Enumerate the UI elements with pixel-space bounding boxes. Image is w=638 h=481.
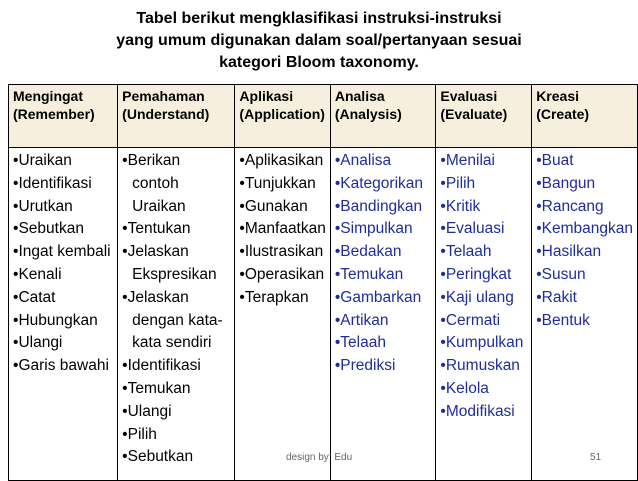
- cell-evaluate: [436, 148, 532, 481]
- list-item: • Kenali: [13, 264, 113, 287]
- cell-create: [532, 148, 638, 481]
- list-item: • Prediksi: [335, 355, 432, 378]
- title-line-1: Tabel berikut mengklasifikasi instruksi-instruksi: [136, 10, 502, 27]
- list-item: • Kaji ulang: [440, 287, 527, 310]
- list-understand: [122, 150, 230, 469]
- list-item: • Kumpulkan: [440, 332, 527, 355]
- slide-title: [0, 8, 638, 74]
- list-item: • Rakit: [536, 287, 633, 310]
- cell-remember: [9, 148, 118, 481]
- header-application: Aplikasi (Application): [235, 85, 330, 148]
- list-item: • Berikan contoh Uraikan: [122, 150, 230, 218]
- list-item: • Identifikasi: [122, 355, 230, 378]
- list-item: • Kategorikan: [335, 173, 432, 196]
- header-understand: Pemahaman (Understand): [118, 85, 235, 148]
- list-item: • Gambarkan: [335, 287, 432, 310]
- bloom-taxonomy-table: [8, 84, 638, 481]
- list-item: • Kelola: [440, 378, 527, 401]
- list-item: • Modifikasi: [440, 401, 527, 424]
- title-line-3: kategori Bloom taxonomy.: [219, 54, 419, 71]
- list-item: • Rumuskan: [440, 355, 527, 378]
- list-item: • Hasilkan: [536, 241, 633, 264]
- list-item: • Artikan: [335, 310, 432, 333]
- list-item: • Jelaskan dengan kata-kata sendiri: [122, 287, 230, 355]
- list-item: • Bandingkan: [335, 196, 432, 219]
- list-item: • Bangun: [536, 173, 633, 196]
- list-item: • Tentukan: [122, 218, 230, 241]
- list-item: • Rancang: [536, 196, 633, 219]
- list-item: • Peringkat: [440, 264, 527, 287]
- list-item: • Temukan: [122, 378, 230, 401]
- list-item: • Kembangkan: [536, 218, 633, 241]
- list-item: • Susun: [536, 264, 633, 287]
- list-item: • Manfaatkan: [239, 218, 325, 241]
- header-create: Kreasi (Create): [532, 85, 638, 148]
- cell-application: [235, 148, 330, 481]
- cell-understand: [118, 148, 235, 481]
- list-item: • Menilai: [440, 150, 527, 173]
- list-item: • Buat: [536, 150, 633, 173]
- list-item: • Urutkan: [13, 196, 113, 219]
- list-evaluate: [440, 150, 527, 424]
- list-item: • Evaluasi: [440, 218, 527, 241]
- footer-credit: design by: Edu: [286, 452, 353, 463]
- list-item: • Temukan: [335, 264, 432, 287]
- list-item: • Uraikan: [13, 150, 113, 173]
- list-item: • Simpulkan: [335, 218, 432, 241]
- list-item: • Sebutkan: [13, 218, 113, 241]
- list-analysis: [335, 150, 432, 378]
- list-item: • Bentuk: [536, 310, 633, 333]
- list-application: [239, 150, 325, 310]
- list-item: • Tunjukkan: [239, 173, 325, 196]
- list-item: • Operasikan: [239, 264, 325, 287]
- table-body-row: [9, 148, 638, 481]
- list-item: • Aplikasikan: [239, 150, 325, 173]
- list-item: • Cermati: [440, 310, 527, 333]
- list-item: • Jelaskan Ekspresikan: [122, 241, 230, 287]
- list-create: [536, 150, 633, 332]
- cell-analysis: [330, 148, 436, 481]
- page-number: 51: [590, 452, 602, 463]
- list-item: • Identifikasi: [13, 173, 113, 196]
- list-item: • Telaah: [335, 332, 432, 355]
- list-item: • Ulangi: [122, 401, 230, 424]
- list-item: • Garis bawahi: [13, 355, 113, 378]
- list-item: • Pilih: [122, 424, 230, 447]
- header-evaluate: Evaluasi (Evaluate): [436, 85, 532, 148]
- list-item: • Sebutkan: [122, 446, 230, 469]
- list-item: • Telaah: [440, 241, 527, 264]
- list-item: • Analisa: [335, 150, 432, 173]
- list-remember: [13, 150, 113, 378]
- header-analysis: Analisa (Analysis): [330, 85, 436, 148]
- title-line-2: yang umum digunakan dalam soal/pertanyaan sesuai: [116, 32, 522, 49]
- list-item: • Pilih: [440, 173, 527, 196]
- list-item: • Kritik: [440, 196, 527, 219]
- list-item: • Catat: [13, 287, 113, 310]
- table-header-row: [9, 85, 638, 148]
- list-item: • Ilustrasikan: [239, 241, 325, 264]
- list-item: • Terapkan: [239, 287, 325, 310]
- list-item: • Ingat kembali: [13, 241, 113, 264]
- list-item: • Hubungkan: [13, 310, 113, 333]
- header-remember: Mengingat (Remember): [9, 85, 118, 148]
- list-item: • Ulangi: [13, 332, 113, 355]
- list-item: • Gunakan: [239, 196, 325, 219]
- list-item: • Bedakan: [335, 241, 432, 264]
